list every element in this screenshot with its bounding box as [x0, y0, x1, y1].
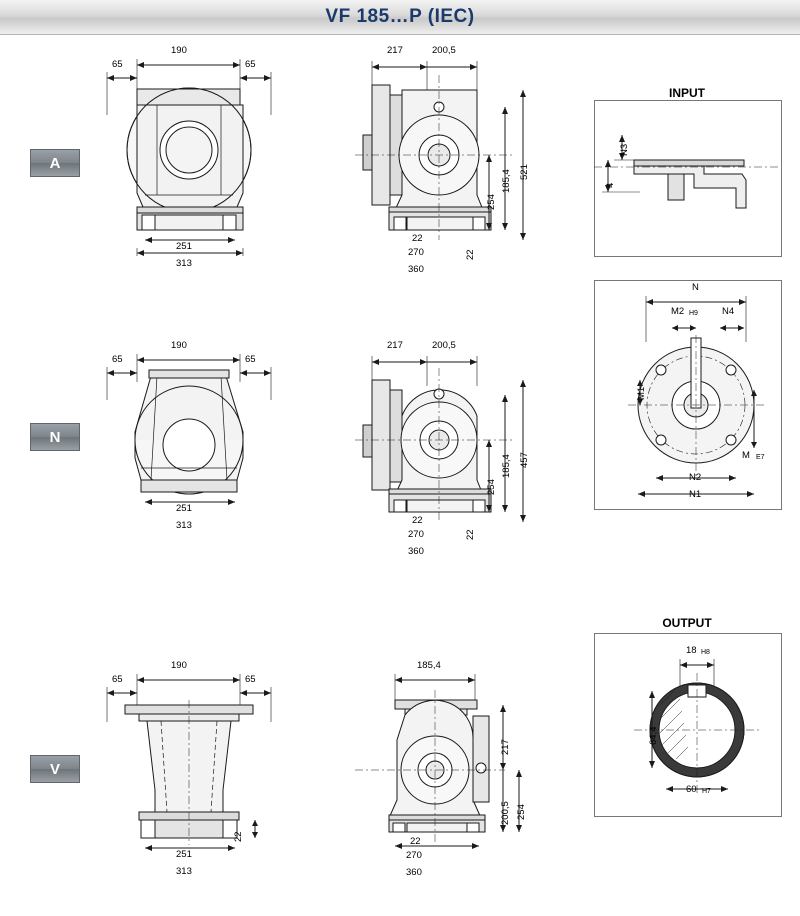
- view-a-front: [95, 45, 330, 269]
- row-badge-n-label: N: [49, 428, 61, 446]
- dim-input-m-tol: E7: [756, 454, 765, 461]
- dim-input-4: 4: [605, 182, 616, 188]
- dim-output-64-4: 64,4: [648, 726, 659, 745]
- row-badge-a-label: A: [49, 154, 61, 172]
- dim-v-side-270: 270: [406, 850, 422, 861]
- dim-input-n1: N1: [689, 489, 702, 500]
- input-section-drawing: [594, 100, 780, 255]
- page-title: VF 185…P (IEC): [325, 6, 475, 27]
- input-panel-title: INPUT: [669, 86, 705, 100]
- view-n-front: [95, 340, 330, 531]
- view-n-side: [355, 340, 555, 557]
- dim-a-side-22: 22: [412, 233, 423, 244]
- dim-output-18-tol: H8: [701, 649, 710, 656]
- dim-a-front-65-right: 65: [245, 59, 256, 70]
- input-face-drawing: [594, 280, 780, 508]
- dim-a-side-521: 521: [519, 164, 530, 180]
- dim-output-18: 18: [686, 645, 697, 656]
- dim-a-side-185-4: 185,4: [501, 169, 512, 193]
- dim-a-front-190: 190: [171, 45, 187, 56]
- row-badge-n: [30, 423, 80, 451]
- dim-a-front-65-left: 65: [112, 59, 123, 70]
- dim-a-front-313: 313: [176, 258, 192, 269]
- output-panel-title: OUTPUT: [662, 616, 712, 630]
- dim-input-n4: N4: [722, 306, 735, 317]
- dim-n-front-65-left: 65: [112, 354, 123, 365]
- dim-n-side-360: 360: [408, 546, 424, 557]
- dim-a-side-254: 254: [486, 194, 497, 210]
- dim-n-side-200-5: 200,5: [432, 340, 456, 351]
- dim-input-m2: M2: [671, 306, 685, 317]
- dim-n-side-457: 457: [519, 452, 530, 468]
- dim-a-front-251: 251: [176, 241, 192, 252]
- dim-v-side-254: 254: [516, 804, 527, 820]
- dim-v-front-313: 313: [176, 866, 192, 877]
- dim-a-side-22-vert: 22: [465, 249, 476, 260]
- view-v-front: [95, 660, 330, 877]
- dim-v-side-217: 217: [500, 739, 511, 755]
- dim-v-side-360: 360: [406, 867, 422, 878]
- view-v-side: [355, 660, 555, 878]
- dim-n-side-254: 254: [486, 479, 497, 495]
- dim-n-front-190: 190: [171, 340, 187, 351]
- dim-n-front-313: 313: [176, 520, 192, 531]
- dim-v-front-65-right: 65: [245, 674, 256, 685]
- dim-v-side-185-4: 185,4: [417, 660, 441, 671]
- row-badge-v-label: V: [49, 760, 60, 778]
- dim-n-side-270: 270: [408, 529, 424, 540]
- row-badge-v: [30, 755, 80, 783]
- dim-a-side-270: 270: [408, 247, 424, 258]
- dim-a-side-200-5: 200,5: [432, 45, 456, 56]
- view-a-front-dims: [95, 248, 330, 274]
- dim-n-side-217: 217: [387, 340, 403, 351]
- row-badge-a: [30, 149, 80, 177]
- dim-a-side-217: 217: [387, 45, 403, 56]
- dim-v-front-22: 22: [233, 831, 244, 842]
- dim-v-side-200-5: 200,5: [500, 801, 511, 825]
- dim-n-front-65-right: 65: [245, 354, 256, 365]
- dim-n-side-22-vert: 22: [465, 529, 476, 540]
- dim-input-m1: M1: [636, 386, 647, 400]
- view-a-side: [355, 45, 555, 275]
- dim-input-m2-tol: H9: [689, 310, 698, 317]
- dim-input-n3: N3: [619, 143, 630, 156]
- dim-input-m: M: [742, 450, 750, 461]
- dim-input-n: N: [692, 282, 699, 293]
- dim-v-side-22: 22: [410, 836, 421, 847]
- dim-input-n2: N2: [689, 472, 702, 483]
- dim-a-side-360: 360: [408, 264, 424, 275]
- title-bar: [0, 0, 800, 35]
- dim-v-front-65-left: 65: [112, 674, 123, 685]
- dim-v-front-251: 251: [176, 849, 192, 860]
- dim-output-60: 60: [686, 784, 697, 795]
- dim-output-60-tol: H7: [702, 788, 711, 795]
- output-shaft-drawing: [594, 633, 780, 815]
- dim-n-side-22: 22: [412, 515, 423, 526]
- dim-n-side-185-4: 185,4: [501, 454, 512, 478]
- dim-n-front-251: 251: [176, 503, 192, 514]
- dim-v-front-190: 190: [171, 660, 187, 671]
